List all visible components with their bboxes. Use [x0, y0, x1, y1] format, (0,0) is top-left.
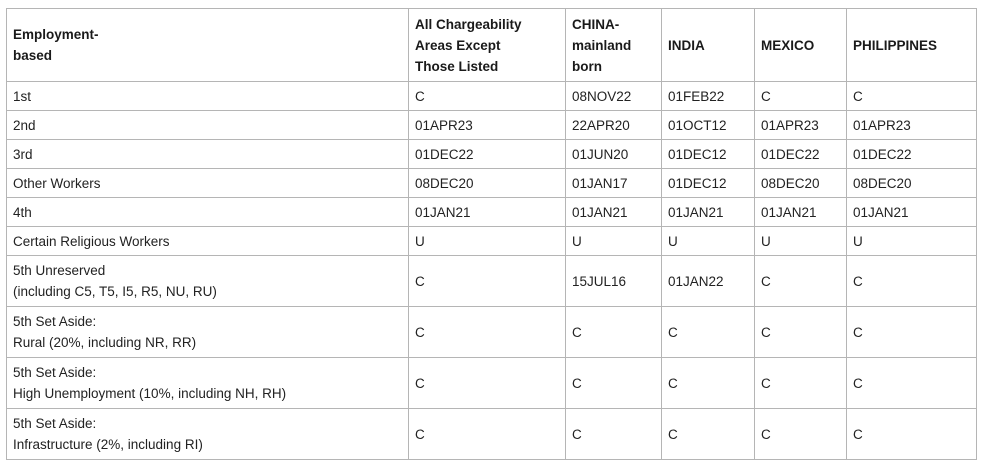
cell-china: 01JUN20 — [566, 140, 662, 169]
cell-all-chargeability: 01APR23 — [409, 111, 566, 140]
table-row — [7, 169, 977, 198]
header-china: CHINA- mainland born — [566, 9, 662, 82]
cell-india: C — [662, 307, 755, 358]
cell-mexico: 01JAN21 — [755, 198, 847, 227]
cell-philippines: C — [847, 82, 977, 111]
table-header-row — [7, 9, 977, 82]
header-employment-based: Employment- based — [7, 9, 409, 82]
cell-all-chargeability: C — [409, 307, 566, 358]
header-all-chargeability: All Chargeability Areas Except Those Listed — [409, 9, 566, 82]
cell-india: 01OCT12 — [662, 111, 755, 140]
cell-china: C — [566, 358, 662, 409]
cell-mexico: 01APR23 — [755, 111, 847, 140]
cell-mexico: C — [755, 256, 847, 307]
header-philippines: PHILIPPINES — [847, 9, 977, 82]
cell-india: 01FEB22 — [662, 82, 755, 111]
table-row — [7, 256, 977, 307]
row-category: 5th Set Aside: Rural (20%, including NR, RR) — [7, 307, 409, 358]
row-category: 5th Set Aside: High Unemployment (10%, including NH, RH) — [7, 358, 409, 409]
table-row — [7, 358, 977, 409]
header-india: INDIA — [662, 9, 755, 82]
cell-mexico: C — [755, 409, 847, 460]
table-row — [7, 307, 977, 358]
cell-philippines: C — [847, 307, 977, 358]
table-row — [7, 140, 977, 169]
cell-all-chargeability: C — [409, 82, 566, 111]
cell-mexico: C — [755, 82, 847, 111]
cell-mexico: 08DEC20 — [755, 169, 847, 198]
cell-china: 15JUL16 — [566, 256, 662, 307]
row-category: 4th — [7, 198, 409, 227]
cell-philippines: 01APR23 — [847, 111, 977, 140]
row-category: 1st — [7, 82, 409, 111]
cell-philippines: C — [847, 358, 977, 409]
row-category: 5th Set Aside: Infrastructure (2%, including RI) — [7, 409, 409, 460]
cell-india: 01DEC12 — [662, 140, 755, 169]
table-row — [7, 82, 977, 111]
row-category: Other Workers — [7, 169, 409, 198]
cell-all-chargeability: C — [409, 409, 566, 460]
cell-all-chargeability: 01JAN21 — [409, 198, 566, 227]
cell-philippines: U — [847, 227, 977, 256]
cell-philippines: 01JAN21 — [847, 198, 977, 227]
cell-philippines: 01DEC22 — [847, 140, 977, 169]
cell-india: C — [662, 358, 755, 409]
cell-india: 01JAN21 — [662, 198, 755, 227]
cell-philippines: 08DEC20 — [847, 169, 977, 198]
table-row — [7, 111, 977, 140]
cell-all-chargeability: C — [409, 358, 566, 409]
cell-china: 01JAN21 — [566, 198, 662, 227]
cell-india: C — [662, 409, 755, 460]
cell-china: U — [566, 227, 662, 256]
cell-all-chargeability: U — [409, 227, 566, 256]
row-category: Certain Religious Workers — [7, 227, 409, 256]
table-row — [7, 227, 977, 256]
cell-mexico: C — [755, 307, 847, 358]
cell-all-chargeability: 01DEC22 — [409, 140, 566, 169]
cell-philippines: C — [847, 409, 977, 460]
cell-china: C — [566, 307, 662, 358]
table-row — [7, 198, 977, 227]
cell-china: 22APR20 — [566, 111, 662, 140]
row-category: 3rd — [7, 140, 409, 169]
visa-bulletin-table — [6, 8, 977, 460]
cell-mexico: U — [755, 227, 847, 256]
header-mexico: MEXICO — [755, 9, 847, 82]
cell-india: U — [662, 227, 755, 256]
cell-india: 01JAN22 — [662, 256, 755, 307]
cell-mexico: C — [755, 358, 847, 409]
cell-all-chargeability: 08DEC20 — [409, 169, 566, 198]
row-category: 5th Unreserved (including C5, T5, I5, R5, NU, RU) — [7, 256, 409, 307]
cell-mexico: 01DEC22 — [755, 140, 847, 169]
cell-china: 01JAN17 — [566, 169, 662, 198]
table-row — [7, 409, 977, 460]
cell-china: 08NOV22 — [566, 82, 662, 111]
cell-india: 01DEC12 — [662, 169, 755, 198]
cell-china: C — [566, 409, 662, 460]
cell-all-chargeability: C — [409, 256, 566, 307]
cell-philippines: C — [847, 256, 977, 307]
row-category: 2nd — [7, 111, 409, 140]
